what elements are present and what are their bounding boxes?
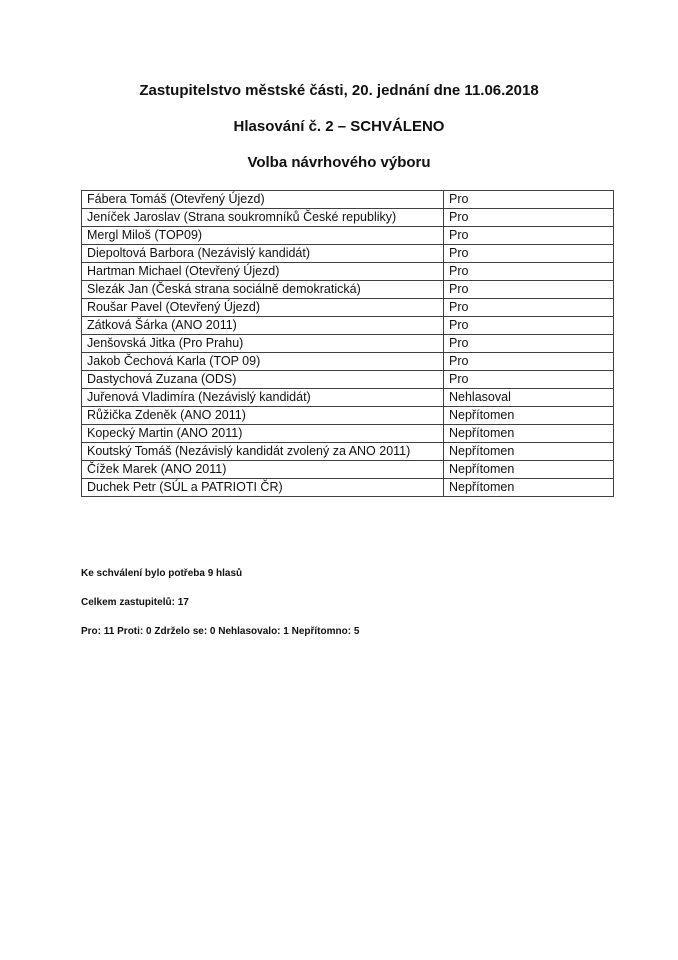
vote-value-cell: Pro bbox=[444, 263, 614, 281]
vote-value-cell: Nepřítomen bbox=[444, 479, 614, 497]
vote-value-cell: Pro bbox=[444, 227, 614, 245]
member-name-cell: Hartman Michael (Otevřený Újezd) bbox=[82, 263, 444, 281]
member-name-cell: Duchek Petr (SÚL a PATRIOTI ČR) bbox=[82, 479, 444, 497]
vote-table-row bbox=[82, 371, 614, 389]
vote-value-cell: Nepřítomen bbox=[444, 443, 614, 461]
vote-table-row bbox=[82, 461, 614, 479]
vote-value-cell: Pro bbox=[444, 317, 614, 335]
member-name-cell: Jakob Čechová Karla (TOP 09) bbox=[82, 353, 444, 371]
vote-value-cell: Pro bbox=[444, 371, 614, 389]
vote-value-cell: Pro bbox=[444, 191, 614, 209]
vote-value-cell: Nepřítomen bbox=[444, 425, 614, 443]
member-name-cell: Mergl Miloš (TOP09) bbox=[82, 227, 444, 245]
vote-table-row bbox=[82, 443, 614, 461]
quorum-note: Ke schválení bylo potřeba 9 hlasů bbox=[81, 568, 243, 579]
vote-table-row bbox=[82, 191, 614, 209]
vote-table-row bbox=[82, 425, 614, 443]
member-name-cell: Fábera Tomáš (Otevřený Újezd) bbox=[82, 191, 444, 209]
vote-table-row bbox=[82, 299, 614, 317]
member-name-cell: Koutský Tomáš (Nezávislý kandidát zvolený za ANO 2011) bbox=[82, 443, 444, 461]
vote-value-cell: Nepřítomen bbox=[444, 407, 614, 425]
member-name-cell: Dastychová Zuzana (ODS) bbox=[82, 371, 444, 389]
vote-table-row bbox=[82, 407, 614, 425]
vote-value-cell: Pro bbox=[444, 245, 614, 263]
vote-result-subtitle: Hlasování č. 2 – SCHVÁLENO bbox=[233, 118, 445, 135]
vote-table-row bbox=[82, 389, 614, 407]
vote-table-row bbox=[82, 263, 614, 281]
member-name-cell: Jenšovská Jitka (Pro Prahu) bbox=[82, 335, 444, 353]
member-name-cell: Juřenová Vladimíra (Nezávislý kandidát) bbox=[82, 389, 444, 407]
vote-results-note: Pro: 11 Proti: 0 Zdrželo se: 0 Nehlasovalo: 1 Nepřítomno: 5 bbox=[81, 626, 360, 637]
member-name-cell: Diepoltová Barbora (Nezávislý kandidát) bbox=[82, 245, 444, 263]
member-name-cell: Čížek Marek (ANO 2011) bbox=[82, 461, 444, 479]
member-name-cell: Roušar Pavel (Otevřený Újezd) bbox=[82, 299, 444, 317]
member-name-cell: Kopecký Martin (ANO 2011) bbox=[82, 425, 444, 443]
vote-table-row bbox=[82, 245, 614, 263]
vote-table-row bbox=[82, 281, 614, 299]
vote-table-row bbox=[82, 209, 614, 227]
vote-table-row bbox=[82, 335, 614, 353]
vote-table-body bbox=[82, 191, 614, 497]
vote-table-row bbox=[82, 227, 614, 245]
vote-table-row bbox=[82, 317, 614, 335]
vote-value-cell: Nepřítomen bbox=[444, 461, 614, 479]
member-name-cell: Slezák Jan (Česká strana sociálně demokratická) bbox=[82, 281, 444, 299]
member-name-cell: Růžička Zdeněk (ANO 2011) bbox=[82, 407, 444, 425]
section-heading: Volba návrhového výboru bbox=[247, 154, 431, 171]
vote-value-cell: Pro bbox=[444, 281, 614, 299]
document-title: Zastupitelstvo městské části, 20. jednání dne 11.06.2018 bbox=[139, 82, 539, 99]
member-name-cell: Zátková Šárka (ANO 2011) bbox=[82, 317, 444, 335]
vote-value-cell: Pro bbox=[444, 209, 614, 227]
vote-table-row bbox=[82, 479, 614, 497]
vote-table bbox=[81, 190, 614, 497]
total-members-note: Celkem zastupitelů: 17 bbox=[81, 597, 189, 608]
vote-value-cell: Pro bbox=[444, 353, 614, 371]
vote-value-cell: Pro bbox=[444, 335, 614, 353]
vote-table-row bbox=[82, 353, 614, 371]
member-name-cell: Jeníček Jaroslav (Strana soukromníků České republiky) bbox=[82, 209, 444, 227]
vote-value-cell: Pro bbox=[444, 299, 614, 317]
vote-value-cell: Nehlasoval bbox=[444, 389, 614, 407]
